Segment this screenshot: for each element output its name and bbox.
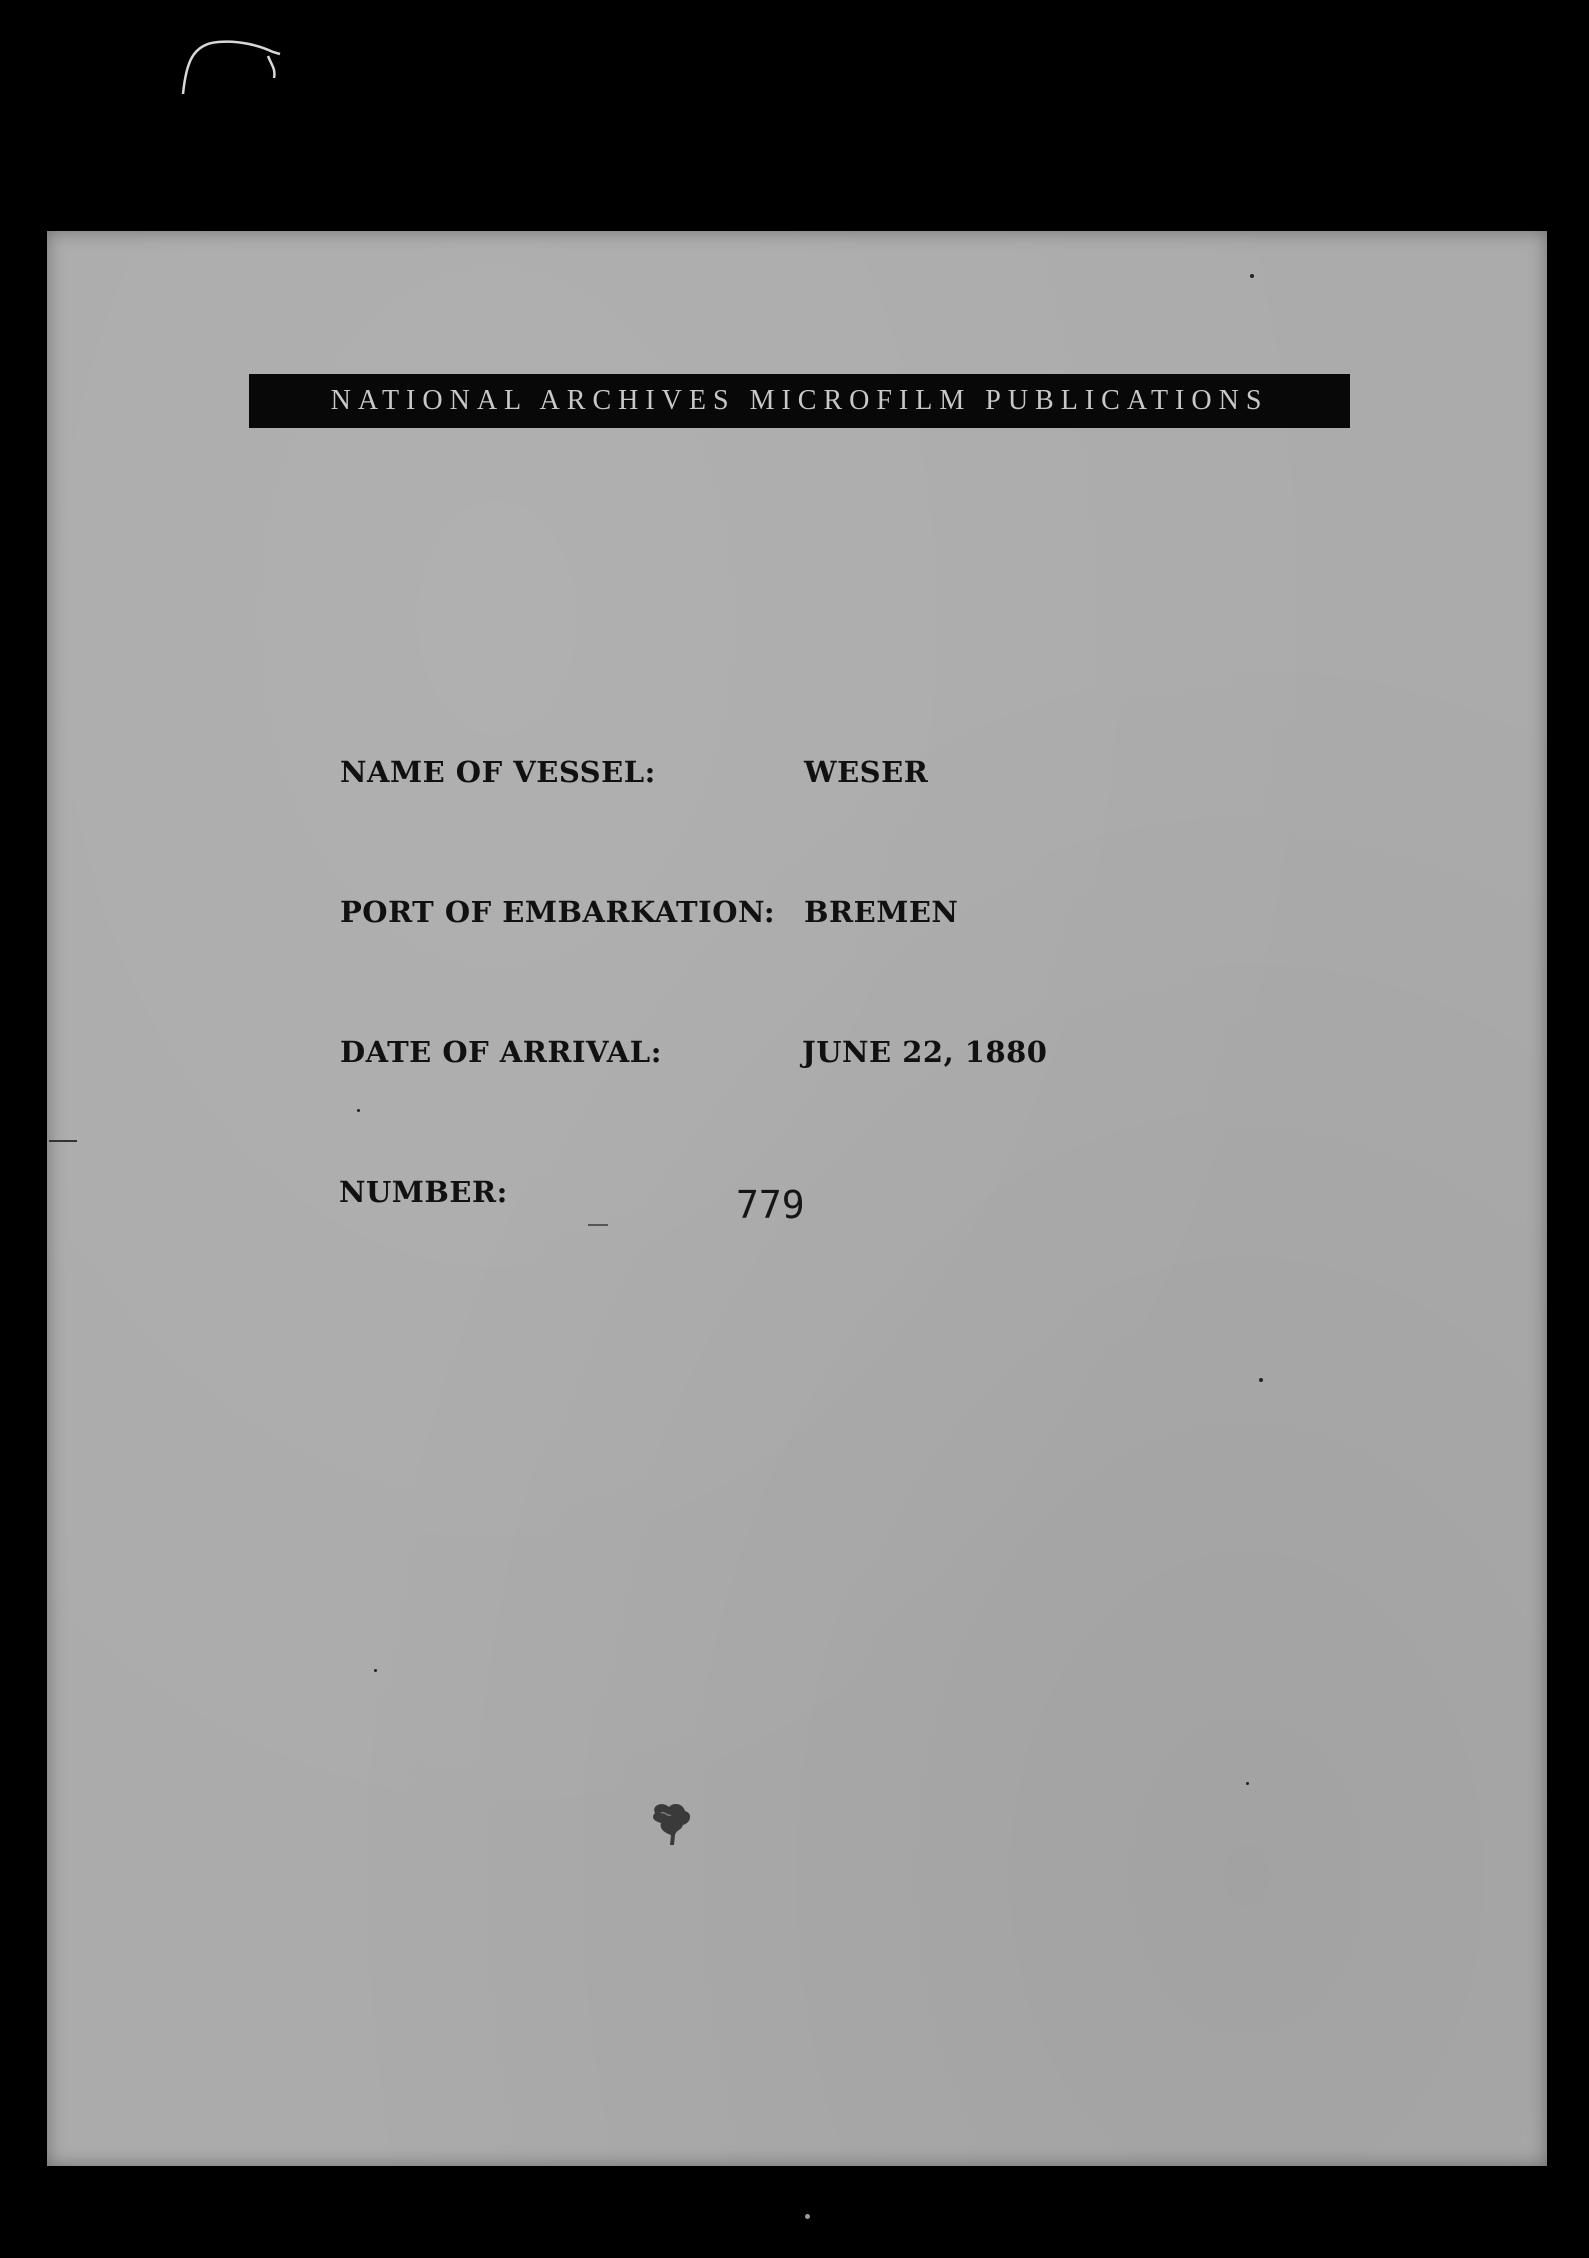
number-label: NUMBER:	[339, 1175, 508, 1209]
port-of-embarkation-value: BREMEN	[804, 895, 959, 929]
number-value: 779	[736, 1183, 805, 1227]
dust-speck	[805, 2214, 810, 2219]
handwritten-scan-mark	[178, 34, 288, 104]
port-of-embarkation-label: PORT OF EMBARKATION:	[340, 895, 776, 929]
date-of-arrival-label: DATE OF ARRIVAL:	[340, 1035, 662, 1069]
header-banner: NATIONAL ARCHIVES MICROFILM PUBLICATIONS	[249, 374, 1350, 428]
dust-speck	[588, 1224, 608, 1226]
dust-speck	[1250, 274, 1254, 278]
dust-speck	[374, 1669, 377, 1672]
ink-blot	[647, 1799, 697, 1849]
vessel-name-label: NAME OF VESSEL:	[340, 755, 656, 789]
dust-speck	[1259, 1378, 1263, 1382]
dust-speck	[1246, 1782, 1249, 1785]
edge-tick-mark	[49, 1140, 77, 1142]
vessel-name-value: WESER	[804, 755, 929, 789]
date-of-arrival-value: JUNE 22, 1880	[802, 1035, 1048, 1069]
dust-speck	[357, 1109, 360, 1112]
microfilm-target-sheet	[47, 231, 1547, 2166]
